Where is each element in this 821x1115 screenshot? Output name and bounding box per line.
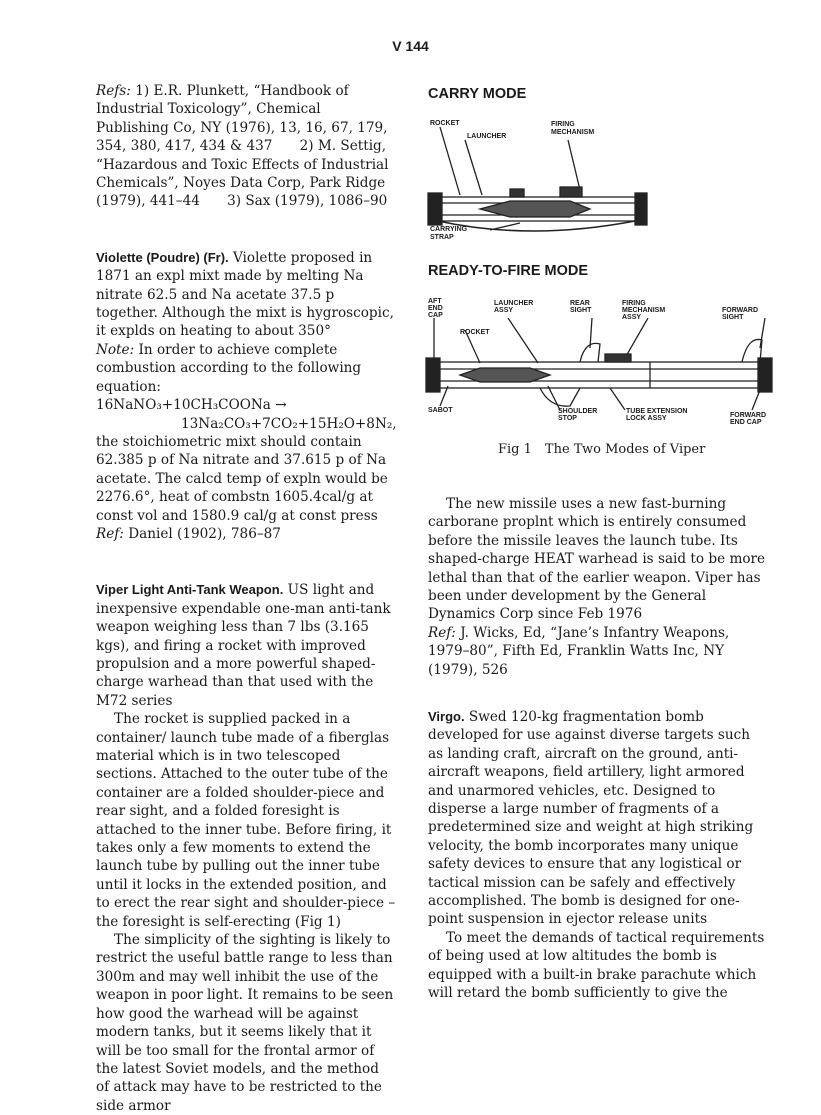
ready-firing-mechanism — [605, 354, 631, 362]
viper-p1: US light and inexpensive expendable one-man anti-tank weapon weighing less than 7 lbs (3.165 kgs), and firing a rocket with improved propulsion and a more powerful shaped-charge warhead than that used with the M72 series — [96, 582, 391, 709]
viper-p2: The rocket is supplied packed in a container/ launch tube made of a fiberglas material which is in two telescoped sections. Attached to the outer tube of the container are a folded shoulder-piece and rear sight, and a folded foresight is attached to the inner tube. Before firing, it takes only a few moments to extend the launch tube by pulling out the inner tube until it locks in the extended position, and to erect the rear sight and shoulder-piece – the foresight is self-erecting (Fig 1) — [96, 711, 396, 930]
leader-launcher — [465, 140, 482, 195]
viper-ref — [428, 624, 768, 679]
carry-label-mechanism: MECHANISM — [551, 129, 595, 136]
virgo-p2: To meet the demands of tactical requirements of being used at low altitudes the bomb is equipped with a built-in brake parachute which will retard the bomb sufficiently to give the — [428, 929, 765, 1002]
note-text: In order to achieve complete combustion according to the following equation: — [96, 341, 362, 395]
ready-label-lock-assy: LOCK ASSY — [626, 415, 667, 422]
ready-label-launcher: LAUNCHER — [494, 300, 534, 307]
ready-label-aft: AFT — [428, 298, 442, 305]
viper-ref-text: J. Wicks, Ed, “Jane’s Infantry Weapons, 1979–80”, Fifth Ed, Franklin Watts Inc, NY (1979), 526 — [428, 624, 730, 678]
firing-mechanism — [560, 187, 582, 197]
violette-ref — [96, 525, 396, 543]
leader-shoulder — [548, 386, 560, 410]
ready-label-forward: FORWARD — [722, 307, 759, 314]
ready-label-sabot: SABOT — [428, 407, 453, 414]
ready-mode-drawing — [420, 318, 780, 428]
ready-label-cap: CAP — [428, 312, 443, 319]
leader-sabot — [440, 386, 448, 406]
equation-line-2: 13Na₂CO₃+7CO₂+15H₂O+8N₂, — [181, 415, 397, 432]
aft-cap — [428, 193, 442, 225]
forward-cap — [635, 193, 647, 225]
ready-aft-cap — [426, 358, 440, 392]
figure-caption: Fig 1 The Two Modes of Viper — [498, 442, 706, 457]
ready-label-tube-extension: TUBE EXTENSION — [626, 408, 688, 415]
ready-label-launcher-assy: ASSY — [494, 307, 514, 314]
leader-forward-sight — [760, 318, 765, 348]
ready-label-firing: FIRING — [622, 300, 646, 307]
page-number: V 144 — [392, 38, 429, 54]
ready-label-rocket: ROCKET — [460, 329, 490, 336]
leader-launcher — [508, 318, 538, 363]
leader-rocket — [465, 330, 480, 363]
violette-after-equation: the stoichiometric mixt should contain 62.385 p of Na nitrate and 37.615 p of Na acetate. The calcd temp of expln would be 2276.6°, heat of combstn 1605.4cal/g at const vol and 1580.9 cal/g at const press — [96, 433, 388, 524]
refs-text: 1) E.R. Plunkett, “Handbook of Industrial Toxicology”, Chemical Publishing Co, NY (1976), 13, 16, 67, 179, 354, 380, 417, 434 & 437 2) M. Settig, “Hazardous and Toxic Effects of Industrial Chemicals”, Noyes Data Corp, Park Ridge (1979), 441–44 3) Sax (1979), 1086–90 — [96, 83, 389, 210]
virgo-p1: Swed 120-kg fragmentation bomb developed for use against diverse targets such as landing craft, aircraft on the ground, anti-aircraft weapons, field artillery, light armored and unarmored vehicles, etc. Designed to disperse a large number of fragments of a predetermined size and weight at high striking velocity, the bomb incorporates many unique safety devices to ensure that any logistical or tactical mission can be safely and effectively accomplished. The bomb is designed for one-point suspension in ejector release units — [428, 709, 754, 928]
refs-paragraph — [96, 82, 396, 211]
violette-text: Violette proposed in 1871 an expl mixt made by melting Na nitrate 62.5 and Na acetate 37.5 p together. Although the mixt is hygroscopic, it explds on heating to about 350° — [96, 249, 394, 340]
ready-rocket — [460, 368, 550, 382]
violette-heading: Violette (Poudre) (Fr). — [96, 249, 229, 265]
ready-forward-cap — [758, 358, 772, 392]
left-column — [96, 82, 396, 1115]
carry-mode-drawing — [420, 115, 680, 235]
leader-firing — [568, 140, 580, 190]
leader-firing — [625, 318, 648, 358]
viper-p3: The simplicity of the sighting is likely to restrict the useful battle range to less than 300m and may well inhibit the use of the weapon in poor light. It remains to be seen how good the warhead will be against modern tanks, but it seems likely that it will be too small for the frontal armor of the latest Soviet models, and the method of attack may have to be restricted to the side armor — [96, 932, 394, 1114]
carry-label-carrying: CARRYING — [430, 226, 468, 233]
ready-label-mechanism: MECHANISM — [622, 307, 666, 314]
equation-line-1: 16NaNO₃+10CH₃COONa → — [96, 397, 287, 414]
ready-label-rear-sight: SIGHT — [570, 307, 592, 314]
virgo-entry — [428, 708, 768, 929]
ready-label-firing-assy: ASSY — [622, 314, 642, 321]
ready-label-end: END — [428, 305, 443, 312]
ready-mode-title: READY-TO-FIRE MODE — [428, 263, 589, 279]
viper-continued: The new missile uses a new fast-burning carborane proplnt which is entirely consumed before the missile leaves the launch tube. Its shaped-charge HEAT warhead is said to be more lethal than that of the earlier weapon. Viper has been under development by the General Dynamics Corp since Feb 1976 — [428, 496, 766, 623]
leader-fwd-cap — [752, 390, 760, 410]
violette-entry — [96, 249, 396, 341]
refs-label: Refs: — [96, 83, 131, 99]
shoulder-stop-shape — [540, 388, 580, 406]
ready-label-forward-sight: SIGHT — [722, 314, 744, 321]
ready-label-shoulder: SHOULDER — [558, 408, 598, 415]
carry-mode-title: CARRY MODE — [428, 86, 527, 102]
viper-entry — [96, 581, 396, 710]
carry-label-firing: FIRING — [551, 121, 575, 128]
leader-tube-ext — [610, 388, 625, 410]
carry-label-strap: STRAP — [430, 234, 454, 241]
leader-rocket — [440, 127, 460, 195]
carry-label-rocket: ROCKET — [430, 120, 460, 127]
ready-label-forward2: FORWARD — [730, 412, 767, 419]
carrying-strap — [438, 221, 635, 231]
virgo-heading: Virgo. — [428, 709, 465, 724]
viper-heading: Viper Light Anti-Tank Weapon. — [96, 582, 284, 598]
viper-ref-label: Ref: — [428, 624, 456, 641]
right-column-virgo — [428, 708, 768, 1003]
right-column-viper — [428, 495, 768, 679]
ref-label: Ref: — [96, 525, 124, 542]
ready-label-rear: REAR — [570, 300, 590, 307]
violette-note — [96, 341, 396, 396]
ready-label-end-cap: END CAP — [730, 419, 762, 426]
note-label: Note: — [96, 341, 135, 358]
ready-label-stop: STOP — [558, 415, 577, 422]
carry-label-launcher: LAUNCHER — [467, 133, 507, 140]
ref-text: Daniel (1902), 786–87 — [123, 525, 281, 542]
